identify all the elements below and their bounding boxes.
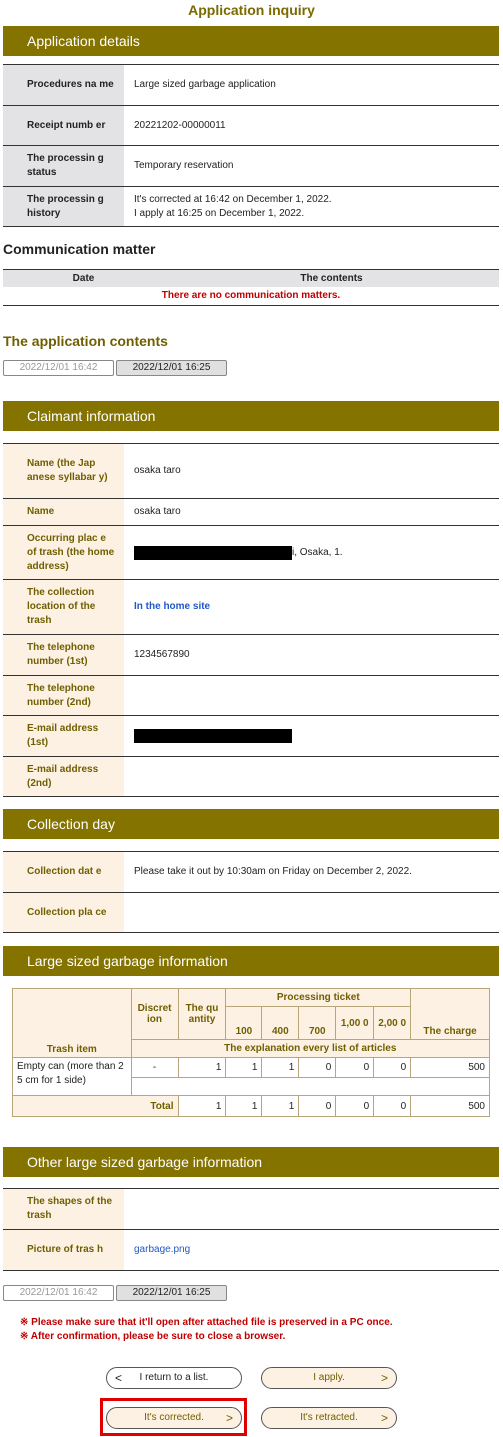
corrected-label: It's corrected. — [144, 1412, 204, 1423]
detail-value: 20221202-00000011 — [134, 119, 226, 131]
collection-row — [3, 852, 499, 893]
claimant-value — [124, 580, 499, 634]
collection-location-link[interactable]: In the home site — [134, 601, 211, 612]
header-quantity: The qu antity — [178, 989, 226, 1040]
claimant-row — [3, 526, 499, 580]
header-discretion: Discret ion — [131, 989, 178, 1040]
col-date: Date — [72, 273, 95, 284]
application-details-table — [3, 64, 499, 227]
header-trash-item: Trash item — [13, 989, 132, 1058]
detail-label: Receipt numb er — [3, 106, 124, 145]
other-value — [124, 1189, 499, 1229]
detail-label: The processin g status — [3, 146, 124, 186]
collection-day-band: Collection day — [3, 809, 499, 839]
other-label: The shapes of the trash — [3, 1189, 124, 1229]
claimant-label: E-mail address (2nd) — [3, 757, 124, 796]
total-ticket-400: 1 — [262, 1096, 299, 1117]
header-explanation: The explanation every list of articles — [131, 1040, 489, 1058]
detail-label: The processin g history — [3, 187, 124, 226]
collection-value — [124, 893, 499, 932]
note-line: ※ Please make sure that it'll open after attached file is preserved in a PC once. — [20, 1317, 393, 1328]
claimant-label: The telephone number (1st) — [3, 635, 124, 675]
other-label: Picture of tras h — [3, 1230, 124, 1270]
cell-quantity: 1 — [178, 1058, 226, 1078]
total-quantity: 1 — [178, 1096, 226, 1117]
cell-ticket-700: 0 — [299, 1058, 336, 1078]
garbage-header-row — [13, 989, 490, 1007]
header-ticket-1000: 1,00 0 — [336, 1007, 374, 1040]
other-garbage-band: Other large sized garbage information — [3, 1147, 499, 1177]
application-details-band: Application details — [3, 26, 499, 56]
detail-value: Large sized garbage application — [134, 79, 276, 90]
cell-discretion: - — [131, 1058, 178, 1078]
note-line: ※ After confirmation, please be sure to close a browser. — [20, 1331, 286, 1342]
claimant-row — [3, 499, 499, 526]
collection-label: Collection pla ce — [3, 893, 124, 932]
collection-row — [3, 893, 499, 933]
chevron-right-icon: > — [380, 1371, 388, 1385]
redacted-email — [134, 729, 292, 743]
claimant-table — [3, 443, 499, 797]
col-contents: The contents — [300, 273, 363, 284]
retracted-label: It's retracted. — [300, 1412, 358, 1423]
attachment-link[interactable]: garbage.png — [134, 1244, 191, 1255]
collection-label: Collection dat e — [3, 852, 124, 892]
notes — [20, 1316, 393, 1344]
detail-value — [124, 187, 499, 226]
header-ticket-700: 700 — [299, 1007, 336, 1040]
detail-row — [3, 187, 499, 227]
cell-ticket-100: 1 — [226, 1058, 262, 1078]
communication-table — [3, 269, 499, 306]
header-ticket-400: 400 — [262, 1007, 299, 1040]
cell-explanation — [131, 1078, 489, 1096]
header-processing-ticket: Processing ticket — [226, 989, 411, 1007]
garbage-table — [12, 988, 490, 1117]
chevron-left-icon: < — [115, 1371, 123, 1385]
cell-charge: 500 — [411, 1058, 490, 1078]
claimant-value — [124, 676, 499, 715]
claimant-value: osaka taro — [134, 465, 181, 476]
claimant-value: 1234567890 — [134, 649, 190, 660]
total-charge: 500 — [411, 1096, 490, 1117]
total-ticket-2000: 0 — [374, 1096, 411, 1117]
detail-value: Temporary reservation — [134, 160, 234, 171]
total-ticket-100: 1 — [226, 1096, 262, 1117]
return-to-list-label: I return to a list. — [139, 1372, 209, 1383]
return-to-list-button[interactable] — [106, 1367, 242, 1389]
total-ticket-1000: 0 — [336, 1096, 374, 1117]
communication-header — [3, 269, 499, 287]
communication-title: Communication matter — [3, 241, 156, 257]
header-ticket-100: 100 — [226, 1007, 262, 1040]
chevron-right-icon: > — [225, 1411, 233, 1425]
claimant-information-band: Claimant information — [3, 401, 499, 431]
claimant-row — [3, 676, 499, 716]
claimant-row — [3, 757, 499, 797]
garbage-information-band: Large sized garbage information — [3, 946, 499, 976]
trash-item-name: Empty can (more than 2 5 cm for 1 side) — [13, 1058, 132, 1096]
claimant-value — [124, 757, 499, 796]
redacted-address — [134, 546, 292, 560]
tab-revision-1642[interactable]: 2022/12/01 16:42 — [3, 360, 114, 376]
other-row — [3, 1189, 499, 1230]
revision-tabs — [3, 360, 227, 376]
other-row — [3, 1230, 499, 1271]
garbage-total-row — [13, 1096, 490, 1117]
apply-label: I apply. — [313, 1372, 345, 1383]
total-ticket-700: 0 — [299, 1096, 336, 1117]
claimant-value: osaka taro — [134, 506, 181, 517]
claimant-label: E-mail address (1st) — [3, 716, 124, 756]
claimant-row — [3, 635, 499, 676]
cell-ticket-400: 1 — [262, 1058, 299, 1078]
apply-button[interactable] — [261, 1367, 397, 1389]
tab-revision-1625[interactable]: 2022/12/01 16:25 — [116, 1285, 227, 1301]
address-tail: i, Osaka, 1. — [292, 546, 343, 558]
claimant-value — [124, 526, 499, 579]
claimant-label: Name — [3, 499, 124, 525]
detail-row — [3, 146, 499, 187]
history-line: It's corrected at 16:42 on December 1, 2022. — [134, 193, 332, 205]
detail-label: Procedures na me — [3, 65, 124, 105]
collection-table — [3, 851, 499, 933]
revision-tabs-bottom — [3, 1285, 227, 1301]
cell-ticket-2000: 0 — [374, 1058, 411, 1078]
claimant-row — [3, 444, 499, 499]
garbage-item-row — [13, 1058, 490, 1078]
page-title: Application inquiry — [188, 2, 315, 18]
tab-revision-1625[interactable]: 2022/12/01 16:25 — [116, 360, 227, 376]
claimant-label: Occurring plac e of trash (the home address) — [3, 526, 124, 579]
claimant-row — [3, 716, 499, 757]
total-label: Total — [13, 1096, 179, 1117]
retracted-button[interactable] — [261, 1407, 397, 1429]
chevron-right-icon: > — [380, 1411, 388, 1425]
cell-ticket-1000: 0 — [336, 1058, 374, 1078]
highlight-frame — [100, 1398, 247, 1436]
detail-row — [3, 106, 499, 146]
collection-value: Please take it out by 10:30am on Friday on December 2, 2022. — [134, 866, 412, 877]
claimant-label: Name (the Jap anese syllabar y) — [3, 444, 124, 498]
application-contents-title: The application contents — [3, 333, 168, 349]
header-ticket-2000: 2,00 0 — [374, 1007, 411, 1040]
other-garbage-table — [3, 1188, 499, 1271]
other-value — [124, 1230, 499, 1270]
claimant-row — [3, 580, 499, 635]
claimant-label: The collection location of the trash — [3, 580, 124, 634]
header-charge: The charge — [411, 989, 490, 1040]
history-line: I apply at 16:25 on December 1, 2022. — [134, 207, 305, 219]
tab-revision-1642[interactable]: 2022/12/01 16:42 — [3, 1285, 114, 1301]
claimant-label: The telephone number (2nd) — [3, 676, 124, 715]
communication-empty-message: There are no communication matters. — [3, 287, 499, 306]
detail-row — [3, 65, 499, 106]
claimant-value — [124, 716, 499, 756]
